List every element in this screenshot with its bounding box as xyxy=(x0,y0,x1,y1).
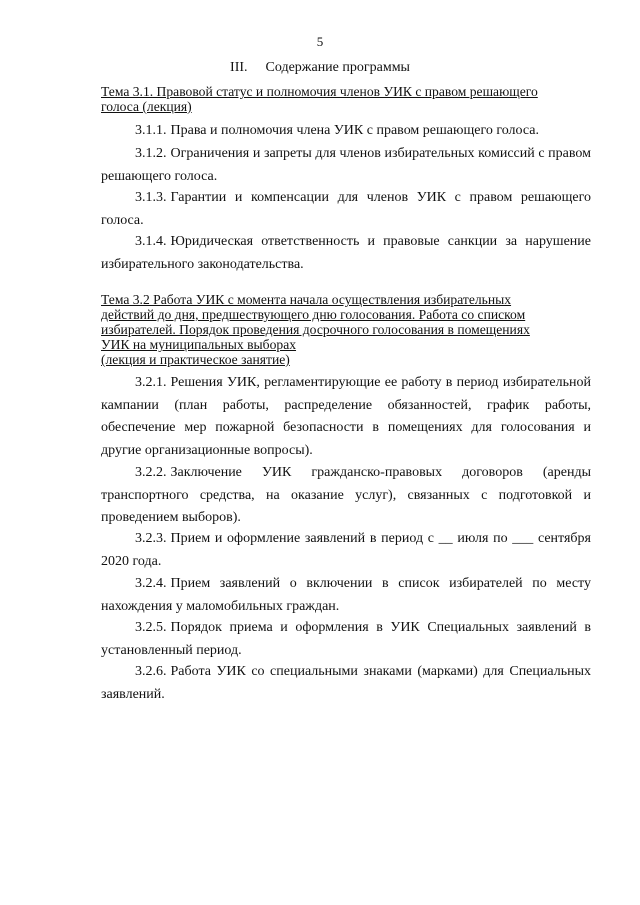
item-3-2-6 xyxy=(101,661,591,706)
topic-3-2-heading-line-5: (лекция и практическое занятие) xyxy=(101,352,290,367)
item-text: Работа УИК со специальными знаками (марками) для Специальных заявлений. xyxy=(101,664,591,702)
topic-3-2-heading-line-3: избирателей. Порядок проведения досрочного голосования в помещениях xyxy=(101,322,530,337)
item-number: 3.1.2. xyxy=(135,146,167,161)
item-number: 3.1.4. xyxy=(135,234,167,249)
item-number: 3.2.1. xyxy=(135,375,167,390)
item-number: 3.2.6. xyxy=(135,664,167,679)
item-3-1-3 xyxy=(101,187,591,232)
section-heading xyxy=(0,60,640,76)
item-3-1-4 xyxy=(101,231,591,276)
item-number: 3.2.4. xyxy=(135,576,167,591)
topic-3-1-heading-line-2: голоса (лекция) xyxy=(101,99,192,114)
item-3-2-1 xyxy=(101,372,591,462)
section-roman-numeral: III. xyxy=(230,60,248,75)
item-3-1-2 xyxy=(101,143,591,188)
topic-3-2-heading-line-4: УИК на муниципальных выборах xyxy=(101,337,297,352)
item-3-2-5 xyxy=(101,617,591,662)
item-number: 3.2.2. xyxy=(135,465,167,480)
topic-3-2-heading-line-2: действий до дня, предшествующего дню голосования. Работа со списком xyxy=(101,307,526,322)
item-text: Юридическая ответственность и правовые санкции за нарушение избирательного законодательства. xyxy=(101,234,591,272)
item-text: Заключение УИК гражданско-правовых договоров (аренды транспортного средства, на оказание услуг), связанных с подготовкой и проведением выборов). xyxy=(101,465,591,525)
item-text: Ограничения и запреты для членов избирательных комиссий с правом решающего голоса. xyxy=(101,146,591,184)
section-title: Содержание программы xyxy=(265,60,410,75)
item-3-2-2 xyxy=(101,462,591,530)
item-3-1-1 xyxy=(101,120,591,143)
item-number: 3.1.3. xyxy=(135,190,167,205)
item-3-2-3 xyxy=(101,528,591,573)
item-number: 3.2.3. xyxy=(135,531,167,546)
item-text: Прием и оформление заявлений в период с __ июля по ___ сентября 2020 года. xyxy=(101,531,591,569)
item-number: 3.2.5. xyxy=(135,620,167,635)
item-text: Права и полномочия члена УИК с правом решающего голоса. xyxy=(170,123,539,138)
item-3-2-4 xyxy=(101,573,591,618)
item-text: Решения УИК, регламентирующие ее работу в период избирательной кампании (план работы, распределение обязанностей, график работы, обеспечение мер пожарной безопасности в помещениях для голосования и другие организационные вопросы). xyxy=(101,375,591,458)
topic-3-2-heading-line-1: Тема 3.2 Работа УИК с момента начала осуществления избирательных xyxy=(101,292,512,307)
page-number: 5 xyxy=(316,34,324,49)
topic-3-1-heading-line-1: Тема 3.1. Правовой статус и полномочия членов УИК с правом решающего xyxy=(101,84,538,99)
item-text: Порядок приема и оформления в УИК Специальных заявлений в установленный период. xyxy=(101,620,591,658)
item-number: 3.1.1. xyxy=(135,123,167,138)
item-text: Гарантии и компенсации для членов УИК с правом решающего голоса. xyxy=(101,190,591,228)
item-text: Прием заявлений о включении в список избирателей по месту нахождения у маломобильных граждан. xyxy=(101,576,591,614)
